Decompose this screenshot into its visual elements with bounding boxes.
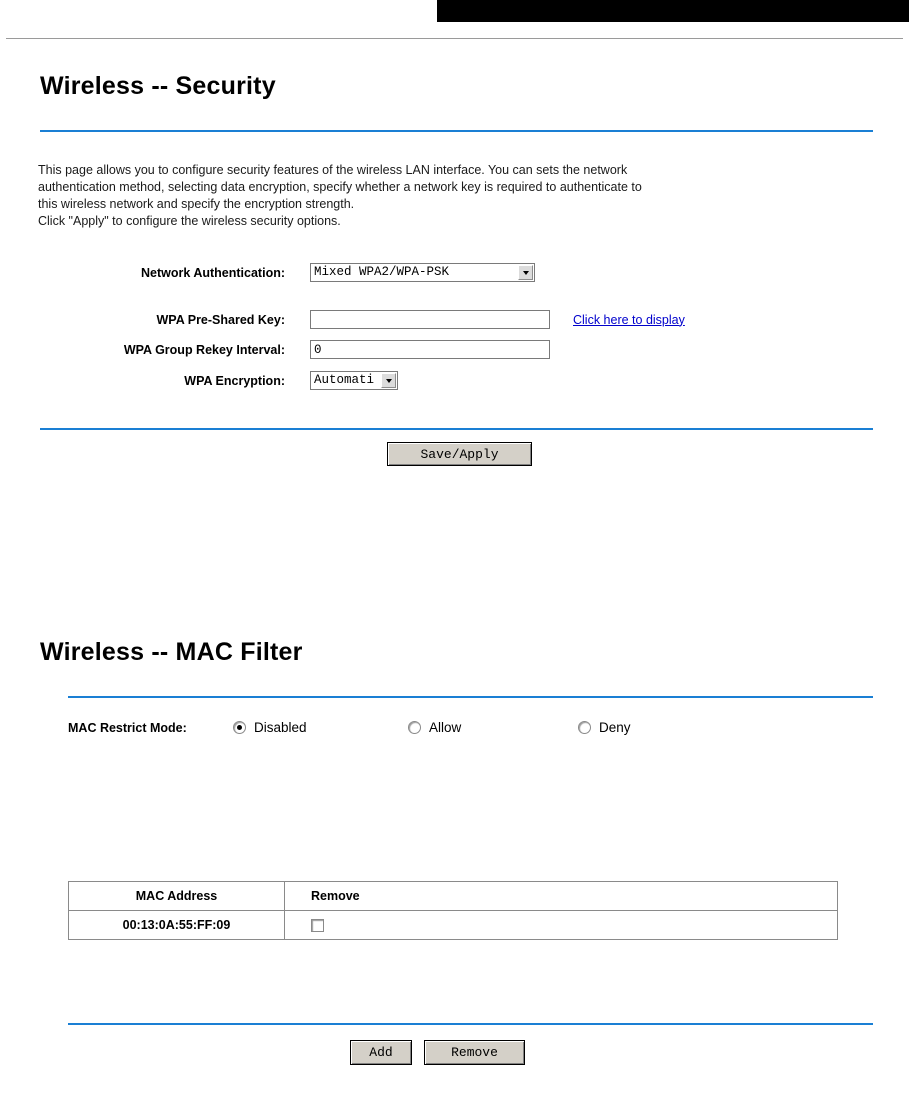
mac-address-table-wrapper (68, 881, 838, 940)
wpa-encryption-label: WPA Encryption: (184, 373, 285, 388)
wpa-encryption-row (60, 371, 760, 390)
network-authentication-value: Mixed WPA2/WPA-PSK (314, 265, 450, 279)
cell-remove (285, 911, 838, 940)
table-header-row (69, 882, 838, 911)
mac-restrict-mode-option-allow[interactable] (408, 720, 578, 735)
security-intro-line-4: Click "Apply" to configure the wireless security options. (38, 214, 341, 228)
network-authentication-label: Network Authentication: (141, 265, 285, 280)
radio-allow-label: Allow (429, 720, 462, 735)
mac-address-table (68, 881, 838, 940)
table-row (69, 911, 838, 940)
add-button[interactable]: Add (350, 1040, 412, 1065)
column-header-mac-address: MAC Address (69, 882, 285, 911)
wpa-encryption-value: Automati (314, 373, 375, 387)
wpa-encryption-select[interactable] (310, 371, 398, 390)
wireless-mac-filter-panel (30, 628, 875, 1086)
mac-restrict-mode-row (68, 720, 873, 735)
radio-deny-icon[interactable] (578, 721, 591, 734)
security-intro-line-2: authentication method, selecting data encryption, specify whether a network key is required to authenticate to (38, 180, 642, 194)
security-bottom-divider (40, 428, 873, 430)
cell-mac-address: 00:13:0A:55:FF:09 (69, 911, 285, 940)
remove-button[interactable]: Remove (424, 1040, 525, 1065)
mac-filter-title-divider (68, 696, 873, 698)
security-intro-text (38, 162, 858, 230)
radio-disabled-icon[interactable] (233, 721, 246, 734)
wpa-psk-input[interactable] (310, 310, 550, 329)
mac-restrict-mode-option-disabled[interactable] (233, 720, 408, 735)
chevron-down-icon[interactable] (518, 265, 533, 280)
security-page-title: Wireless -- Security (40, 72, 276, 100)
security-intro-line-1: This page allows you to configure security features of the wireless LAN interface. You can sets the network (38, 163, 628, 177)
save-apply-button[interactable]: Save/Apply (387, 442, 532, 466)
wpa-rekey-input[interactable] (310, 340, 550, 359)
column-header-remove: Remove (285, 882, 838, 911)
mac-restrict-mode-label: MAC Restrict Mode: (68, 720, 187, 735)
page-top-divider (6, 38, 903, 39)
security-intro-line-3: this wireless network and specify the encryption strength. (38, 197, 355, 211)
radio-disabled-label: Disabled (254, 720, 307, 735)
mac-filter-page-title: Wireless -- MAC Filter (40, 638, 303, 666)
click-here-to-display-link[interactable]: Click here to display (573, 312, 685, 327)
remove-checkbox[interactable] (311, 919, 324, 932)
page-header-black-bar (437, 0, 909, 22)
wpa-rekey-label: WPA Group Rekey Interval: (123, 342, 285, 357)
wpa-psk-label: WPA Pre-Shared Key: (156, 312, 285, 327)
network-authentication-row (60, 263, 760, 282)
wireless-security-panel (30, 60, 875, 480)
mac-restrict-mode-option-deny[interactable] (578, 720, 631, 735)
radio-deny-label: Deny (599, 720, 631, 735)
security-title-divider (40, 130, 873, 132)
radio-allow-icon[interactable] (408, 721, 421, 734)
network-authentication-select[interactable] (310, 263, 535, 282)
chevron-down-icon[interactable] (381, 373, 396, 388)
wpa-rekey-row (60, 340, 820, 359)
mac-filter-bottom-divider (68, 1023, 873, 1025)
wpa-psk-row (60, 310, 820, 329)
